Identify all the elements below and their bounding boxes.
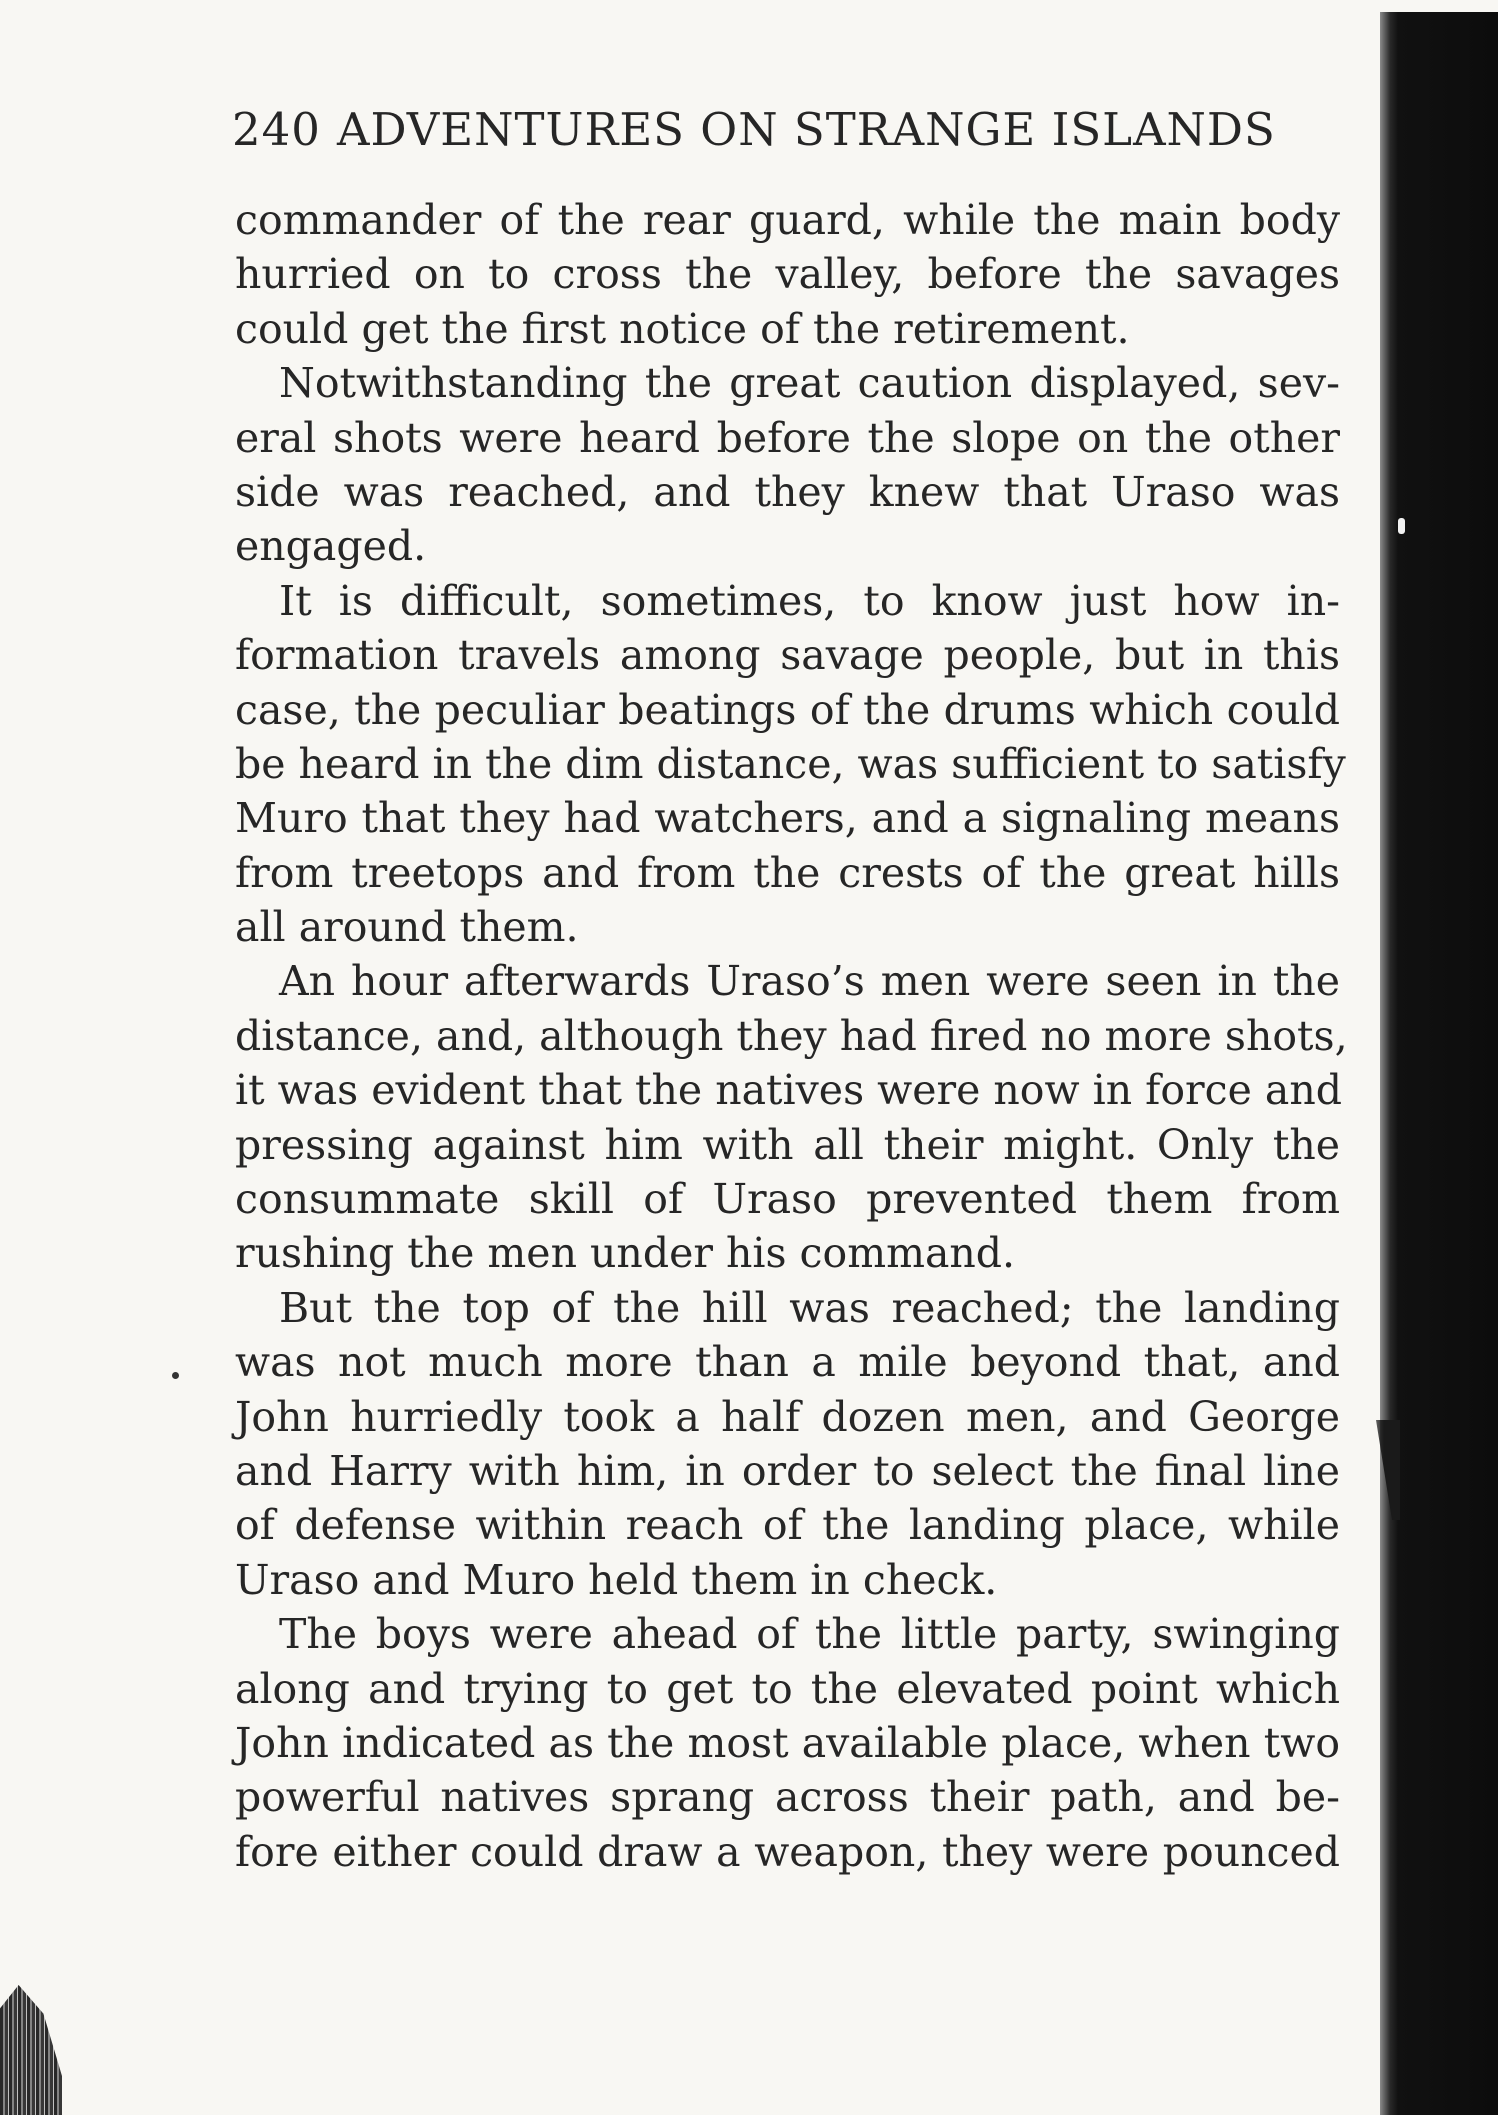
text-line: pressing against him with all their might. Only the (235, 1120, 1340, 1169)
text-line: formation travels among savage people, but in this (235, 631, 1340, 680)
text-line: of defense within reach of the landing place, while (235, 1501, 1340, 1550)
text-line: case, the peculiar beatings of the drums which could (235, 685, 1340, 734)
text-line: Muro that they had watchers, and a signaling means (235, 794, 1340, 843)
text-line: and Harry with him, in order to select the final line (235, 1446, 1340, 1495)
text-line: But the top of the hill was reached; the landing (279, 1283, 1340, 1332)
text-line: could get the first notice of the retirement. (235, 304, 1130, 353)
text-line: Uraso and Muro held them in check. (235, 1555, 998, 1604)
text-line: side was reached, and they knew that Uraso was (235, 467, 1340, 516)
text-line: Notwithstanding the great caution displayed, sev- (279, 359, 1340, 408)
body-text (235, 193, 1348, 1879)
running-title: ADVENTURES ON STRANGE ISLANDS (337, 103, 1276, 156)
text-line: engaged. (235, 522, 427, 571)
running-head (232, 100, 1342, 160)
text-line: from treetops and from the crests of the great hills (235, 848, 1340, 897)
text-line: hurried on to cross the valley, before the savages (235, 250, 1340, 299)
text-line: rushing the men under his command. (235, 1229, 1016, 1278)
scan-corner-smudge (0, 1985, 62, 2115)
text-line: An hour afterwards Uraso’s men were seen in the (279, 957, 1340, 1006)
text-line: powerful natives sprang across their path, and be- (235, 1773, 1340, 1822)
text-line: along and trying to get to the elevated point which (235, 1664, 1340, 1713)
text-line: John hurriedly took a half dozen men, and George (235, 1392, 1340, 1441)
text-line: it was evident that the natives were now in force and (235, 1066, 1342, 1115)
text-line: be heard in the dim distance, was sufficient to satisfy (235, 739, 1346, 788)
scan-stray-dot (172, 1372, 179, 1379)
text-line: was not much more than a mile beyond that, and (235, 1338, 1340, 1387)
text-line: John indicated as the most available place, when two (235, 1718, 1340, 1767)
text-line: consummate skill of Uraso prevented them from (235, 1175, 1340, 1224)
scan-binding-shadow (1380, 12, 1498, 2115)
text-line: eral shots were heard before the slope on the other (235, 413, 1340, 462)
text-line: The boys were ahead of the little party, swinging (279, 1610, 1340, 1659)
page-number: 240 (232, 103, 321, 156)
text-line: all around them. (235, 903, 579, 952)
text-line: fore either could draw a weapon, they were pounced (235, 1827, 1340, 1876)
text-line: It is difficult, sometimes, to know just how in- (279, 576, 1340, 625)
scan-edge-mark (1398, 518, 1405, 534)
text-line: commander of the rear guard, while the main body (235, 196, 1340, 244)
text-line: distance, and, although they had fired no more shots, (235, 1011, 1348, 1060)
